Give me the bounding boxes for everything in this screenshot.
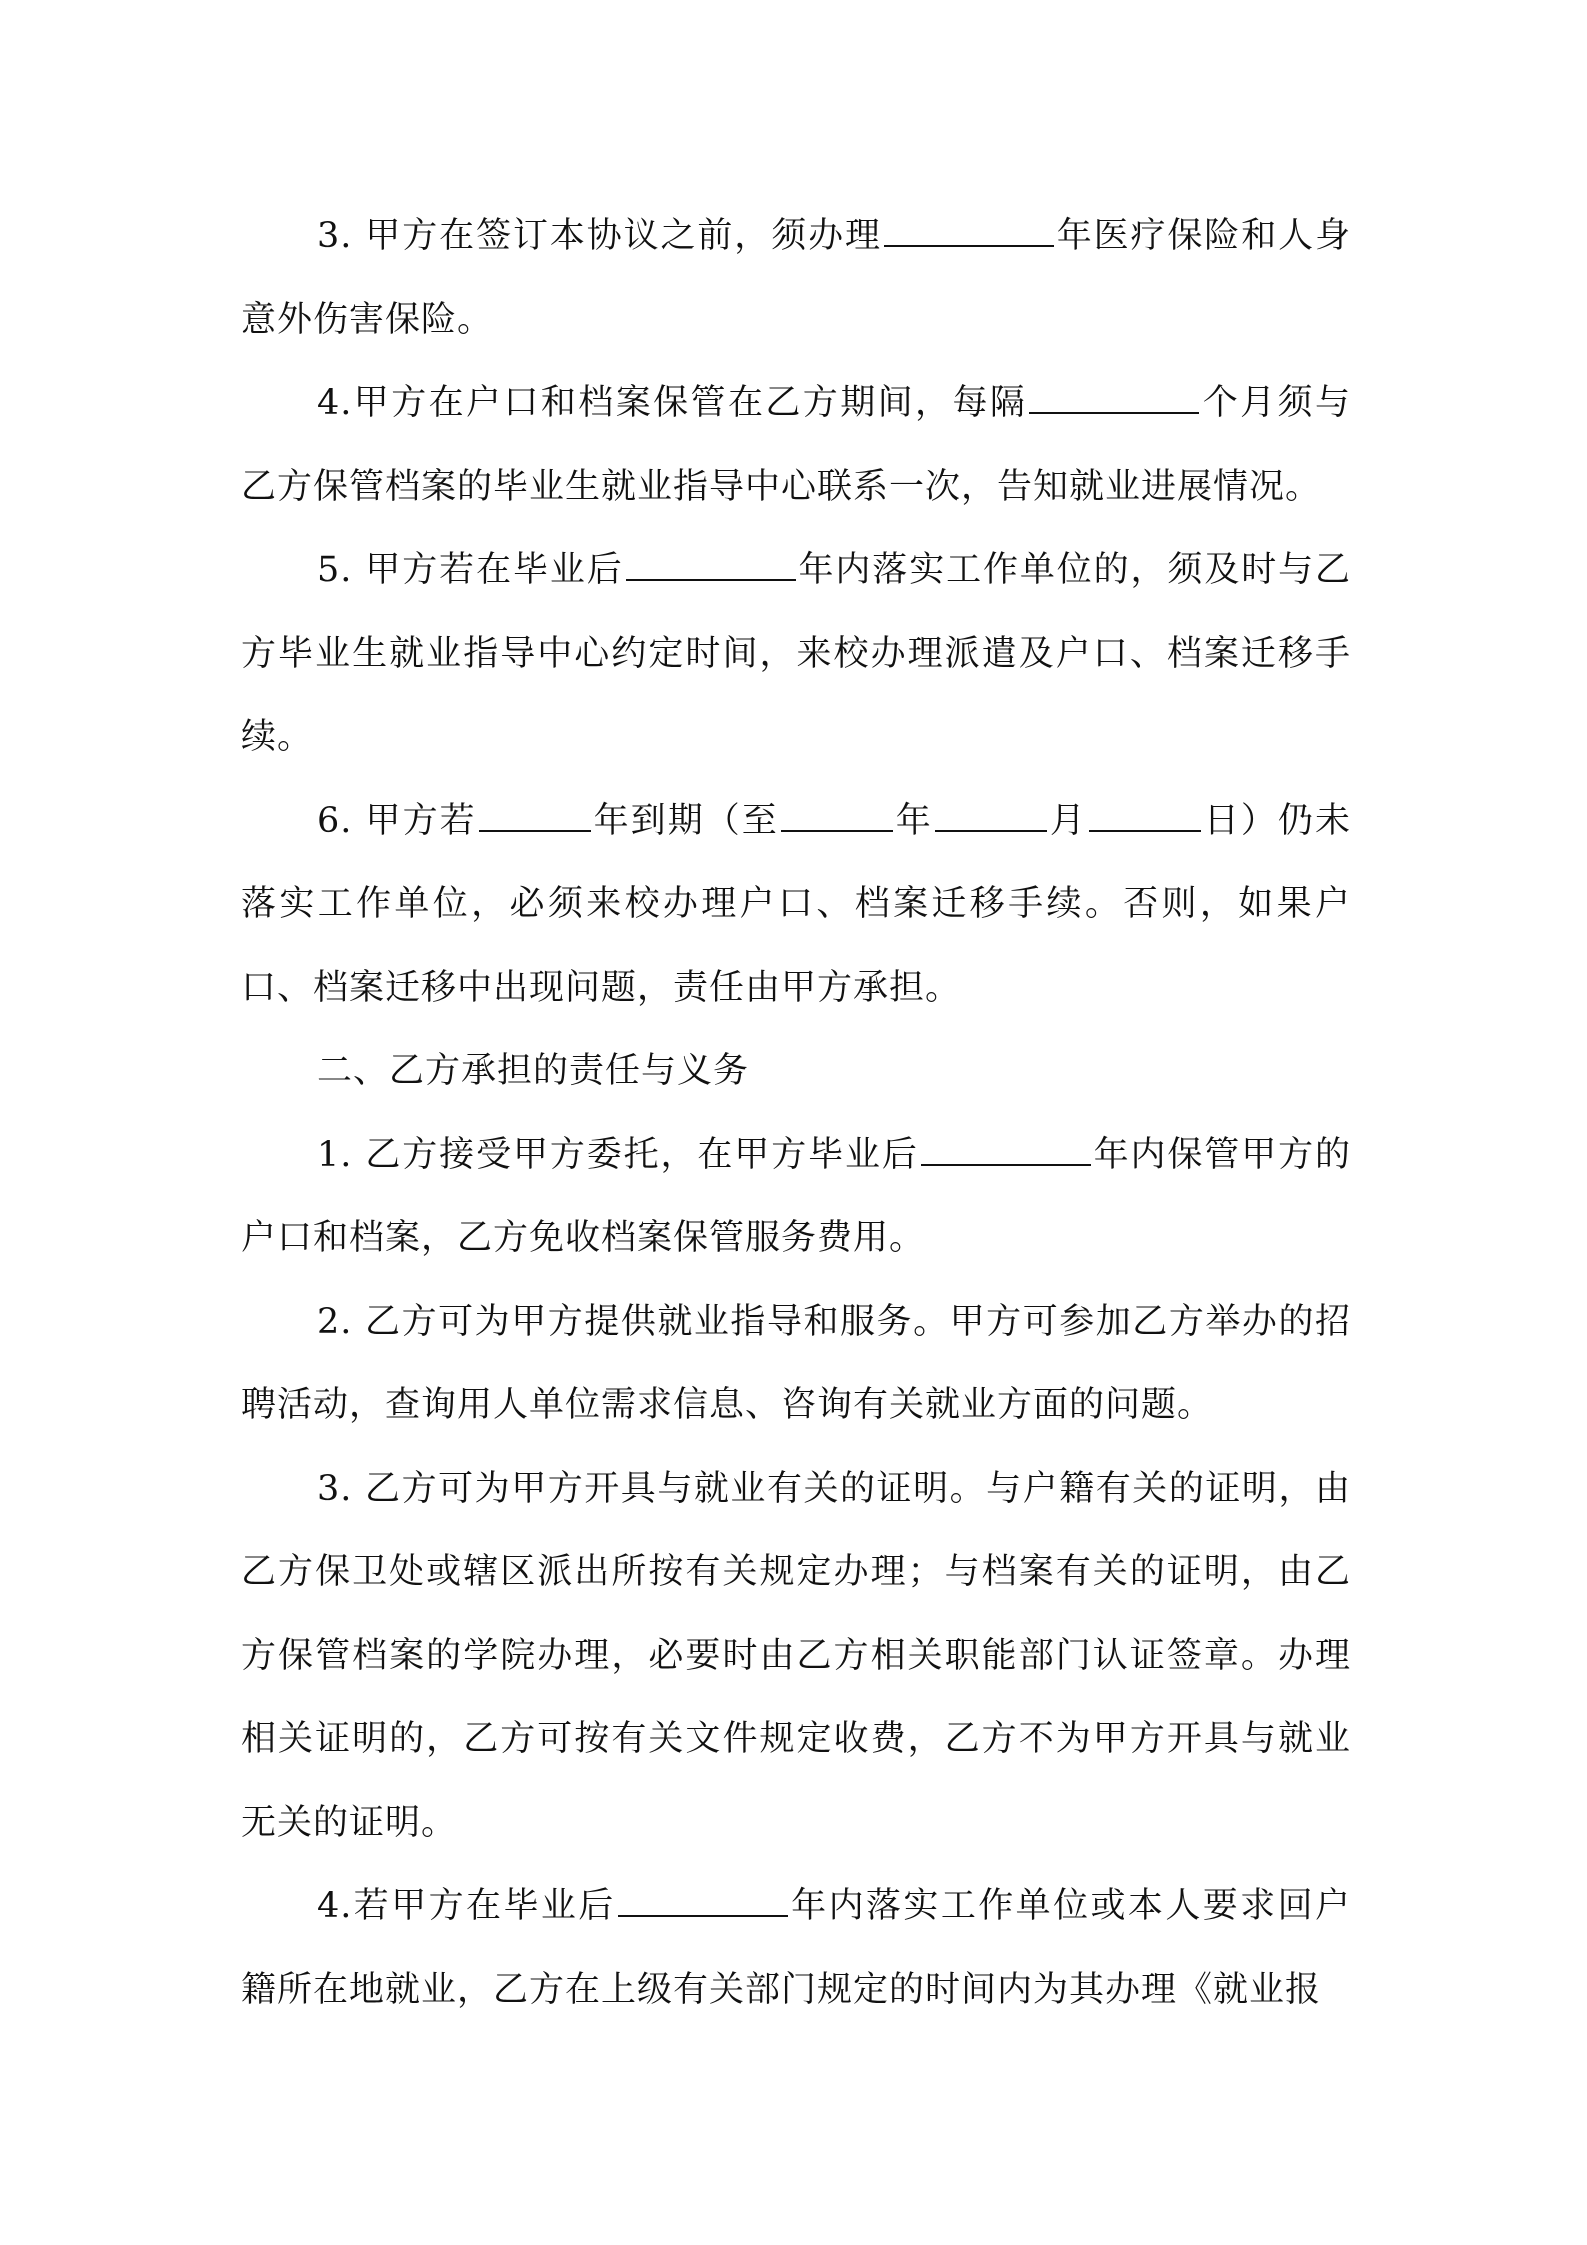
fill-in-blank[interactable] [884, 214, 1054, 248]
paragraph-text: 年到期（至 [592, 800, 779, 841]
paragraph-guidance [241, 1281, 1351, 1448]
fill-in-blank-day[interactable] [1089, 798, 1201, 832]
paragraph-text: 月 [1048, 800, 1087, 841]
document-body [241, 195, 1351, 2032]
paragraph-text: 个月须与乙方保管档案的毕业生就业指导中心联系一次，告知就业进展情况。 [241, 383, 1351, 507]
paragraph-text: 3. 乙方可为甲方开具与就业有关的证明。与户籍有关的证明，由乙方保卫处或辖区派出所按有关规定办理；与档案有关的证明，由乙方保管档案的学院办理，必要时由乙方相关职能部门认证签章。办理相关证明的，乙方可按有关文件规定收费，乙方不为甲方开具与就业无关的证明。 [241, 1468, 1351, 1843]
fill-in-blank-year[interactable] [781, 798, 893, 832]
fill-in-blank[interactable] [618, 1884, 788, 1918]
heading-text: 二、乙方承担的责任与义务 [317, 1051, 750, 1091]
fill-in-blank[interactable] [1029, 381, 1199, 415]
paragraph-text: 4.若甲方在毕业后 [317, 1886, 616, 1926]
paragraph-text: 年内落实工作单位的，须及时与乙方毕业生就业指导中心约定时间，来校办理派遣及户口、档案迁移手续。 [241, 550, 1351, 757]
paragraph-text: 年内保管甲方的户口和档案，乙方免收档案保管服务费用。 [241, 1134, 1351, 1258]
fill-in-blank-month[interactable] [935, 798, 1047, 832]
paragraph-text: 2. 乙方可为甲方提供就业指导和服务。甲方可参加乙方举办的招聘活动，查询用人单位需求信息、咨询有关就业方面的问题。 [241, 1301, 1351, 1425]
paragraph-text: 日）仍未落实工作单位，必须来校办理户口、档案迁移手续。否则，如果户口、档案迁移中出现问题，责任由甲方承担。 [241, 800, 1351, 1008]
fill-in-blank[interactable] [626, 548, 796, 582]
paragraph-certificates [241, 1448, 1351, 1866]
fill-in-blank[interactable] [479, 798, 591, 832]
paragraph-insurance [241, 195, 1351, 362]
paragraph-expiry-transfer [241, 780, 1351, 1031]
paragraph-text: 年 [894, 800, 933, 841]
paragraph-text: 年内落实工作单位或本人要求回户籍所在地就业，乙方在上级有关部门规定的时间内为其办理《就业报 [241, 1886, 1351, 2010]
paragraph-employment-after-graduation [241, 529, 1351, 780]
fill-in-blank[interactable] [921, 1132, 1091, 1166]
paragraph-text: 6. 甲方若 [317, 800, 477, 841]
paragraph-text: 年医疗保险和人身意外伤害保险。 [241, 216, 1351, 340]
paragraph-text: 5. 甲方若在毕业后 [317, 550, 624, 590]
paragraph-text: 3. 甲方在签订本协议之前，须办理 [317, 216, 882, 256]
paragraph-custody [241, 1114, 1351, 1281]
paragraph-contact-frequency [241, 362, 1351, 529]
paragraph-text: 4.甲方在户口和档案保管在乙方期间，每隔 [317, 383, 1028, 423]
section-heading [241, 1030, 1351, 1114]
paragraph-text: 1. 乙方接受甲方委托，在甲方毕业后 [317, 1134, 919, 1175]
paragraph-registration [241, 1865, 1351, 2032]
